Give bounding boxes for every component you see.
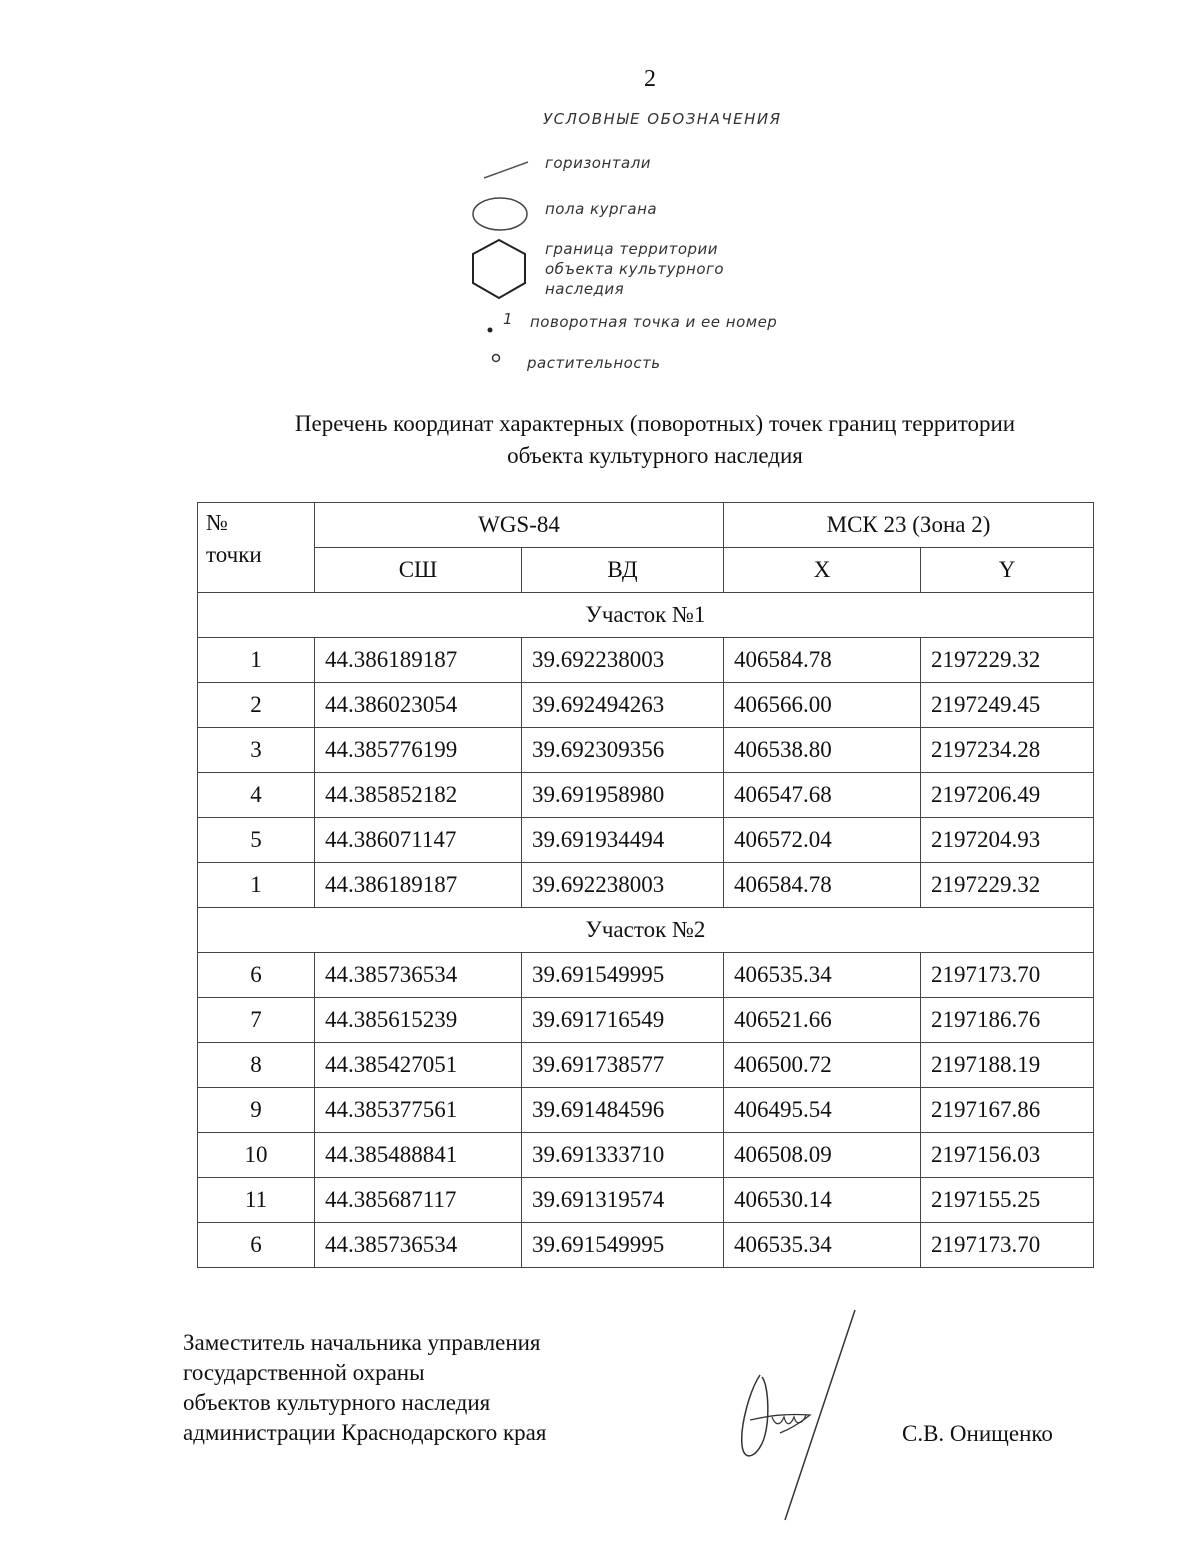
- cell-point-number: 5: [198, 818, 315, 863]
- table-row: [198, 683, 1094, 728]
- table-row: [198, 1043, 1094, 1088]
- cell-y: 2197249.45: [921, 683, 1094, 728]
- table-row: [198, 638, 1094, 683]
- header-msk23: МСК 23 (Зона 2): [724, 503, 1094, 548]
- hexagon-icon: [468, 237, 530, 301]
- cell-point-number: 3: [198, 728, 315, 773]
- cell-longitude: 39.691716549: [522, 998, 724, 1043]
- cell-point-number: 2: [198, 683, 315, 728]
- cell-latitude: 44.386071147: [315, 818, 522, 863]
- section-title: Участок №1: [198, 593, 1094, 638]
- table-row: [198, 998, 1094, 1043]
- cell-x: 406500.72: [724, 1043, 921, 1088]
- signatory-name: С.В. Онищенко: [902, 1421, 1053, 1446]
- cell-longitude: 39.692238003: [522, 863, 724, 908]
- cell-y: 2197173.70: [921, 1223, 1094, 1268]
- table-row: [198, 1088, 1094, 1133]
- cell-x: 406538.80: [724, 728, 921, 773]
- legend-label-turning-point: поворотная точка и ее номер: [530, 313, 778, 331]
- coordinates-table: [197, 502, 1094, 1268]
- cell-latitude: 44.385736534: [315, 1223, 522, 1268]
- cell-point-number: 11: [198, 1178, 315, 1223]
- cell-longitude: 39.691958980: [522, 773, 724, 818]
- header-x: X: [724, 548, 921, 593]
- table-header-row: [198, 503, 1094, 548]
- cell-latitude: 44.385488841: [315, 1133, 522, 1178]
- cell-y: 2197167.86: [921, 1088, 1094, 1133]
- cell-latitude: 44.385427051: [315, 1043, 522, 1088]
- cell-point-number: 1: [198, 638, 315, 683]
- cell-point-number: 10: [198, 1133, 315, 1178]
- header-longitude: ВД: [522, 548, 724, 593]
- cell-x: 406530.14: [724, 1178, 921, 1223]
- cell-latitude: 44.385615239: [315, 998, 522, 1043]
- cell-point-number: 4: [198, 773, 315, 818]
- cell-x: 406508.09: [724, 1133, 921, 1178]
- cell-longitude: 39.691319574: [522, 1178, 724, 1223]
- cell-longitude: 39.692238003: [522, 638, 724, 683]
- table-title: Перечень координат характерных (поворотных) точек границ территории объекта культурного наследия: [294, 411, 1016, 468]
- cell-latitude: 44.385776199: [315, 728, 522, 773]
- cell-y: 2197229.32: [921, 638, 1094, 683]
- table-row: [198, 1178, 1094, 1223]
- table-subheader-row: [198, 548, 1094, 593]
- cell-x: 406495.54: [724, 1088, 921, 1133]
- cell-y: 2197173.70: [921, 953, 1094, 998]
- cell-longitude: 39.691934494: [522, 818, 724, 863]
- cell-point-number: 6: [198, 953, 315, 998]
- table-row: [198, 1133, 1094, 1178]
- cell-latitude: 44.385687117: [315, 1178, 522, 1223]
- cell-point-number: 6: [198, 1223, 315, 1268]
- legend-point-number: 1: [503, 310, 514, 328]
- signatory-position: Заместитель начальника управления государственной охраны объектов культурного наследия администрации Краснодарского края: [183, 1330, 547, 1445]
- legend-label-vegetation: растительность: [527, 354, 661, 372]
- legend-label-kurgan: пола кургана: [545, 200, 658, 218]
- cell-latitude: 44.385736534: [315, 953, 522, 998]
- cell-longitude: 39.691549995: [522, 1223, 724, 1268]
- cell-y: 2197186.76: [921, 998, 1094, 1043]
- cell-point-number: 9: [198, 1088, 315, 1133]
- cell-y: 2197204.93: [921, 818, 1094, 863]
- table-row: [198, 818, 1094, 863]
- circle-icon: [489, 351, 503, 365]
- section-title: Участок №2: [198, 908, 1094, 953]
- contour-line-icon: [482, 158, 532, 182]
- section-row: [198, 593, 1094, 638]
- cell-y: 2197229.32: [921, 863, 1094, 908]
- header-y: Y: [921, 548, 1094, 593]
- cell-longitude: 39.691738577: [522, 1043, 724, 1088]
- header-latitude: СШ: [315, 548, 522, 593]
- point-icon: [484, 324, 496, 336]
- cell-x: 406547.68: [724, 773, 921, 818]
- cell-latitude: 44.385852182: [315, 773, 522, 818]
- header-point-number: № точки: [198, 503, 315, 593]
- cell-longitude: 39.691549995: [522, 953, 724, 998]
- table-row: [198, 773, 1094, 818]
- legend-title: УСЛОВНЫЕ ОБОЗНАЧЕНИЯ: [543, 110, 782, 128]
- cell-y: 2197155.25: [921, 1178, 1094, 1223]
- cell-y: 2197234.28: [921, 728, 1094, 773]
- table-row: [198, 863, 1094, 908]
- cell-latitude: 44.386189187: [315, 638, 522, 683]
- table-row: [198, 953, 1094, 998]
- table-row: [198, 728, 1094, 773]
- cell-point-number: 8: [198, 1043, 315, 1088]
- header-wgs84: WGS-84: [315, 503, 724, 548]
- cell-x: 406521.66: [724, 998, 921, 1043]
- cell-latitude: 44.386189187: [315, 863, 522, 908]
- cell-longitude: 39.692309356: [522, 728, 724, 773]
- handwritten-signature: [720, 1305, 870, 1525]
- legend-label-contours: горизонтали: [545, 154, 652, 172]
- cell-y: 2197156.03: [921, 1133, 1094, 1178]
- cell-x: 406535.34: [724, 1223, 921, 1268]
- section-row: [198, 908, 1094, 953]
- cell-x: 406535.34: [724, 953, 921, 998]
- cell-point-number: 7: [198, 998, 315, 1043]
- cell-y: 2197206.49: [921, 773, 1094, 818]
- cell-longitude: 39.691484596: [522, 1088, 724, 1133]
- ellipse-icon: [470, 194, 530, 234]
- cell-y: 2197188.19: [921, 1043, 1094, 1088]
- table-row: [198, 1223, 1094, 1268]
- cell-longitude: 39.692494263: [522, 683, 724, 728]
- cell-latitude: 44.385377561: [315, 1088, 522, 1133]
- cell-longitude: 39.691333710: [522, 1133, 724, 1178]
- page-number: 2: [644, 66, 656, 92]
- cell-latitude: 44.386023054: [315, 683, 522, 728]
- legend-label-boundary: граница территории объекта культурного наследия: [545, 240, 725, 298]
- cell-x: 406566.00: [724, 683, 921, 728]
- cell-x: 406584.78: [724, 638, 921, 683]
- cell-point-number: 1: [198, 863, 315, 908]
- cell-x: 406572.04: [724, 818, 921, 863]
- cell-x: 406584.78: [724, 863, 921, 908]
